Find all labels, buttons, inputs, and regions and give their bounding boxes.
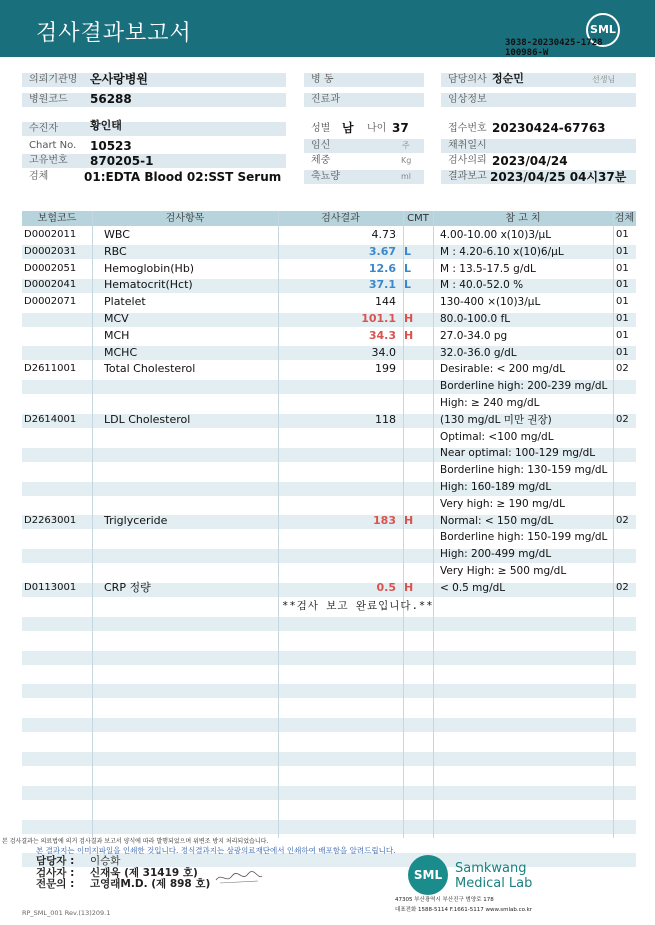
result-reference: M : 40.0-52.0 % bbox=[440, 279, 524, 292]
footer-address: 47305 부산광역시 부산진구 범양로 178 bbox=[395, 897, 494, 903]
report-label: 결과보고 bbox=[441, 170, 636, 184]
doctor-label: 담당의사 bbox=[441, 73, 636, 87]
row-stripe bbox=[22, 718, 636, 732]
result-item-name: Hematocrit(Hct) bbox=[104, 278, 193, 292]
result-flag: H bbox=[404, 312, 414, 325]
brand-line2: Medical Lab bbox=[455, 876, 533, 891]
result-code: D2611001 bbox=[24, 363, 77, 375]
column-divider bbox=[92, 211, 93, 838]
request-value: 2023/04/24 bbox=[492, 154, 568, 168]
doctor-value: 정순민 bbox=[492, 72, 524, 85]
result-reference: M : 13.5-17.5 g/dL bbox=[440, 262, 536, 275]
result-value: 118 bbox=[375, 412, 396, 426]
ward-label: 병 동 bbox=[304, 73, 424, 87]
patient-name-label: 수진자 bbox=[22, 122, 286, 136]
patient-name-value: 황인태 bbox=[90, 119, 122, 132]
age-label: 나이 bbox=[367, 123, 387, 134]
receipt-value: 20230424-67763 bbox=[492, 121, 606, 135]
result-value: 183 bbox=[373, 513, 396, 527]
staff-name: 이승화 bbox=[90, 855, 121, 867]
pregnant-unit: 주 bbox=[402, 141, 410, 150]
completion-message: **검사 보고 완료입니다.** bbox=[282, 600, 434, 612]
sex-label: 성별 bbox=[304, 122, 424, 136]
column-divider bbox=[613, 211, 614, 838]
row-stripe bbox=[22, 752, 636, 766]
footer-notice-blue: 본 결과지는 이미지파일을 인쇄한 것입니다. 정식결과지는 삼광의료재단에서 인쇄하여 배포함을 알려드립니다. bbox=[36, 846, 396, 855]
result-reference: High: 200-499 mg/dL bbox=[440, 548, 552, 561]
row-stripe bbox=[22, 651, 636, 665]
result-specimen: 01 bbox=[616, 329, 629, 341]
col-header-ref: 참 고 치 bbox=[505, 213, 541, 224]
document-id-line2: 100986-W bbox=[505, 48, 549, 58]
chart-value: 10523 bbox=[90, 139, 132, 153]
footer-notice-small: 본 검사결과는 의료법에 의거 검사결과 보고서 양식에 따라 발행되었으며 위변조 방지 처리되었습니다. bbox=[2, 838, 269, 845]
result-reference: 80.0-100.0 fL bbox=[440, 313, 511, 325]
result-reference: High: 160-189 mg/dL bbox=[440, 481, 552, 493]
result-item-name: RBC bbox=[104, 244, 127, 258]
col-header-cmt: CMT bbox=[407, 213, 429, 224]
column-divider bbox=[433, 211, 434, 838]
staff-name: 고영래M.D. (제 898 호) bbox=[90, 878, 211, 890]
col-header-spec: 검체 bbox=[614, 213, 635, 224]
result-specimen: 02 bbox=[616, 413, 629, 425]
document-id-line1: 3038-20230425-1728 bbox=[505, 38, 603, 48]
result-value: 144 bbox=[375, 295, 396, 309]
specimen-label: 검체 bbox=[22, 170, 286, 184]
result-specimen: 01 bbox=[616, 296, 629, 308]
report-title: 검사결과보고서 bbox=[36, 21, 192, 46]
brand-line1: Samkwang bbox=[455, 861, 527, 876]
footer-phone: 대표전화 1588-5114 F.1661-5117 www.smlab.co.kr bbox=[395, 907, 533, 913]
institution-value: 온사랑병원 bbox=[90, 72, 148, 86]
result-reference: Very high: ≥ 190 mg/dL bbox=[440, 497, 565, 510]
patient-id-label: 고유번호 bbox=[22, 154, 286, 168]
result-reference: < 0.5 mg/dL bbox=[440, 581, 506, 594]
result-specimen: 01 bbox=[616, 346, 629, 358]
weight-unit: Kg bbox=[401, 156, 412, 165]
result-specimen: 02 bbox=[616, 363, 629, 375]
result-flag: H bbox=[404, 513, 414, 527]
row-stripe bbox=[22, 684, 636, 698]
result-reference: Very High: ≥ 500 mg/dL bbox=[440, 565, 567, 577]
weight-label: 체중 bbox=[304, 154, 424, 168]
result-item-name: MCV bbox=[104, 312, 129, 325]
result-reference: 130-400 ×(10)3/μL bbox=[440, 296, 541, 309]
result-code: D0113001 bbox=[24, 581, 77, 593]
report-value: 2023/04/25 04시37분 bbox=[490, 170, 627, 184]
result-specimen: 02 bbox=[616, 514, 629, 526]
result-code: D2614001 bbox=[24, 413, 77, 425]
result-value: 4.73 bbox=[371, 228, 396, 241]
result-item-name: MCHC bbox=[104, 345, 138, 359]
column-divider bbox=[278, 211, 279, 838]
result-value: 199 bbox=[375, 362, 396, 376]
urine-unit: ml bbox=[401, 172, 412, 181]
result-flag: L bbox=[404, 244, 412, 258]
result-item-name: Triglyceride bbox=[104, 513, 168, 527]
age-value: 37 bbox=[392, 121, 409, 135]
row-stripe bbox=[22, 820, 636, 834]
result-value: 34.3 bbox=[368, 328, 396, 342]
sex-value: 남 bbox=[342, 121, 354, 135]
hospital-code-label: 병원코드 bbox=[22, 93, 286, 107]
signature-icon bbox=[214, 868, 264, 886]
result-reference: Normal: < 150 mg/dL bbox=[440, 514, 554, 527]
result-value: 101.1 bbox=[361, 312, 396, 325]
receipt-label: 접수번호 bbox=[441, 122, 636, 136]
result-value: 12.6 bbox=[368, 261, 396, 275]
result-reference: M : 4.20-6.10 x(10)6/μL bbox=[440, 245, 564, 258]
result-item-name: Hemoglobin(Hb) bbox=[104, 261, 195, 275]
pregnant-label: 임신 bbox=[304, 139, 424, 153]
result-specimen: 01 bbox=[616, 229, 629, 240]
report-banner bbox=[0, 0, 655, 57]
col-header-code: 보험코드 bbox=[37, 213, 77, 224]
dept-label: 진료과 bbox=[304, 93, 424, 107]
result-item-name: CRP 정량 bbox=[104, 580, 151, 594]
result-item-name: LDL Cholesterol bbox=[104, 412, 191, 426]
result-reference: 4.00-10.00 x(10)3/μL bbox=[440, 229, 552, 241]
result-flag: L bbox=[404, 278, 412, 292]
staff-name: 신재욱 (제 31419 호) bbox=[90, 867, 198, 879]
result-reference: Borderline high: 150-199 mg/dL bbox=[440, 531, 608, 544]
result-code: D2263001 bbox=[24, 514, 77, 526]
result-reference: High: ≥ 240 mg/dL bbox=[440, 397, 540, 409]
staff-role: 검사자 : bbox=[36, 867, 75, 879]
result-reference: Desirable: < 200 mg/dL bbox=[440, 363, 566, 376]
result-reference: 27.0-34.0 pg bbox=[440, 329, 508, 342]
result-item-name: MCH bbox=[104, 328, 130, 342]
urine-label: 축뇨량 bbox=[304, 170, 424, 184]
result-value: 37.1 bbox=[368, 278, 396, 292]
result-code: D0002051 bbox=[24, 262, 77, 274]
result-value: 0.5 bbox=[376, 580, 396, 594]
result-specimen: 01 bbox=[616, 313, 629, 324]
result-reference: Borderline high: 130-159 mg/dL bbox=[440, 464, 608, 477]
result-specimen: 01 bbox=[616, 262, 629, 274]
doctor-suffix: 선생님 bbox=[592, 75, 616, 84]
result-specimen: 01 bbox=[616, 245, 629, 257]
result-code: D0002011 bbox=[24, 229, 77, 240]
result-reference: (130 mg/dL 미만 권장) bbox=[440, 413, 552, 426]
chart-label: Chart No. bbox=[22, 139, 286, 153]
staff-role: 전문의 : bbox=[36, 878, 75, 890]
result-flag: H bbox=[404, 580, 414, 594]
result-code: D0002041 bbox=[24, 279, 77, 291]
result-reference: Near optimal: 100-129 mg/dL bbox=[440, 447, 596, 460]
result-item-name: WBC bbox=[104, 228, 130, 241]
staff-role: 담당자 : bbox=[36, 855, 75, 867]
form-code: RP_SML_001 Rev.(13)209.1 bbox=[22, 909, 111, 917]
clinical-label: 임상정보 bbox=[441, 93, 636, 107]
row-stripe bbox=[22, 786, 636, 800]
col-header-item: 검사항목 bbox=[165, 213, 205, 224]
col-header-result: 검사결과 bbox=[321, 213, 360, 224]
result-code: D0002071 bbox=[24, 296, 77, 308]
result-reference: Borderline high: 200-239 mg/dL bbox=[440, 380, 608, 393]
result-code: D0002031 bbox=[24, 245, 77, 257]
result-specimen: 01 bbox=[616, 279, 629, 291]
result-value: 3.67 bbox=[368, 244, 396, 258]
result-item-name: Platelet bbox=[104, 295, 146, 309]
hospital-code-value: 56288 bbox=[90, 92, 132, 106]
result-value: 34.0 bbox=[371, 345, 396, 359]
result-flag: H bbox=[404, 328, 414, 342]
patient-id-value: 870205-1 bbox=[90, 154, 154, 168]
request-label: 검사의뢰 bbox=[441, 154, 636, 168]
result-reference: 32.0-36.0 g/dL bbox=[440, 346, 517, 359]
sml-logo-icon: SML bbox=[586, 13, 620, 47]
collect-label: 채취일시 bbox=[441, 139, 636, 153]
row-stripe bbox=[22, 617, 636, 631]
result-reference: Optimal: <100 mg/dL bbox=[440, 430, 554, 443]
result-item-name: Total Cholesterol bbox=[104, 362, 196, 376]
result-specimen: 02 bbox=[616, 581, 629, 593]
specimen-value: 01:EDTA Blood 02:SST Serum bbox=[84, 170, 282, 184]
institution-label: 의뢰기관명 bbox=[22, 73, 286, 87]
sml-footer-logo-icon: SML bbox=[408, 855, 448, 895]
result-flag: L bbox=[404, 261, 412, 275]
